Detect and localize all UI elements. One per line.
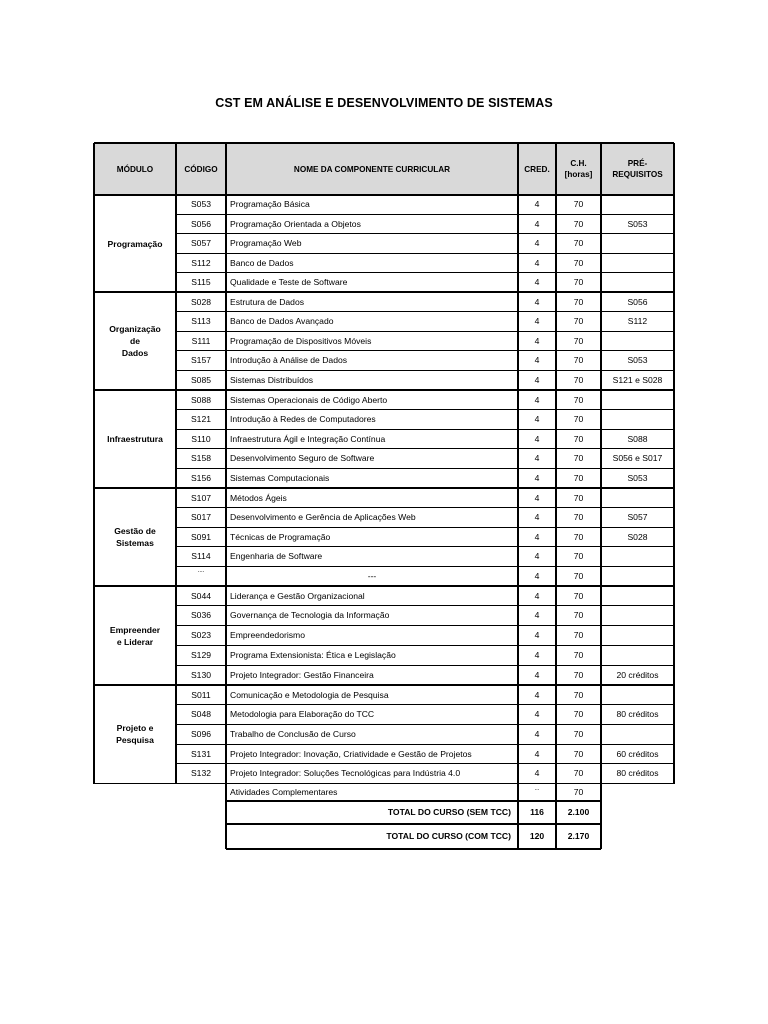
table-rule bbox=[176, 665, 674, 666]
cell-ch: 70 bbox=[573, 531, 584, 542]
cell-codigo: S044 bbox=[190, 590, 212, 601]
table-rule bbox=[175, 143, 177, 784]
cell-codigo: S023 bbox=[190, 630, 212, 641]
cell-codigo: S053 bbox=[190, 199, 212, 210]
table-rule bbox=[94, 783, 674, 785]
table-rule bbox=[176, 507, 674, 508]
cell-ch: 70 bbox=[573, 335, 584, 346]
module-name: Programação bbox=[107, 238, 163, 249]
header-cred: CRED. bbox=[518, 143, 556, 195]
cell-nome: Trabalho de Conclusão de Curso bbox=[230, 728, 356, 739]
cell-nome: Projeto Integrador: Soluções Tecnológicas para Indústria 4.0 bbox=[230, 768, 461, 779]
cell-cred: 4 bbox=[534, 689, 540, 700]
cell-ch: 70 bbox=[573, 748, 584, 759]
cell-nome: Desenvolvimento e Gerência de Aplicações Web bbox=[230, 512, 416, 523]
cell-pre-requisitos: S053 bbox=[627, 355, 648, 366]
cell-codigo: S048 bbox=[190, 709, 212, 720]
table-rule bbox=[176, 214, 674, 215]
cell-cred: 4 bbox=[534, 394, 540, 405]
cell-pre-requisitos bbox=[601, 234, 674, 253]
cell-codigo: S129 bbox=[190, 650, 212, 661]
cell-nome: Programação Básica bbox=[230, 199, 310, 210]
cell-nome: Sistemas Computacionais bbox=[230, 472, 330, 483]
cell-codigo: S057 bbox=[190, 238, 212, 249]
cell-pre-requisitos: S121 e S028 bbox=[612, 374, 663, 385]
cell-codigo: S121 bbox=[190, 414, 212, 425]
cell-nome: Técnicas de Programação bbox=[230, 531, 331, 542]
table-rule bbox=[94, 194, 674, 196]
cell-codigo: S113 bbox=[191, 316, 211, 327]
cell-nome: Metodologia para Elaboração do TCC bbox=[230, 709, 375, 720]
cell-nome: Programação Web bbox=[230, 238, 302, 249]
module-name: Empreender e Liderar bbox=[109, 624, 161, 647]
total-label: TOTAL DO CURSO (SEM TCC) bbox=[387, 807, 511, 818]
cell-pre-requisitos bbox=[601, 488, 674, 508]
cell-pre-requisitos: S057 bbox=[627, 512, 648, 523]
cell-codigo: S112 bbox=[191, 257, 211, 268]
cell-codigo: S114 bbox=[191, 551, 211, 562]
cell-codigo: S157 bbox=[190, 355, 212, 366]
table-rule bbox=[176, 253, 674, 254]
cell-pre-requisitos: S053 bbox=[627, 218, 648, 229]
cell-codigo: S036 bbox=[190, 610, 212, 621]
header-codigo: CÓDIGO bbox=[176, 143, 226, 195]
table-rule bbox=[176, 233, 674, 234]
cell-pre-requisitos bbox=[601, 253, 674, 272]
table-rule bbox=[226, 848, 601, 850]
cell-pre-requisitos: 80 créditos bbox=[616, 768, 659, 779]
cell-pre-requisitos bbox=[601, 586, 674, 606]
cell-cred: 4 bbox=[534, 335, 540, 346]
cell-ch: 70 bbox=[573, 728, 584, 739]
cell-nome: Estrutura de Dados bbox=[230, 296, 305, 307]
cell-nome: Qualidade e Teste de Software bbox=[230, 277, 348, 288]
cell-codigo: S156 bbox=[190, 472, 212, 483]
table-rule bbox=[673, 143, 675, 784]
cell-cred: 4 bbox=[534, 610, 540, 621]
cell-pre-requisitos bbox=[601, 273, 674, 292]
table-rule bbox=[94, 585, 674, 587]
cell-nome: Sistemas Distribuídos bbox=[230, 374, 314, 385]
table-rule bbox=[226, 800, 601, 801]
cell-ch: 70 bbox=[573, 492, 584, 503]
cell-ch: 70 bbox=[573, 768, 584, 779]
cell-pre-requisitos bbox=[601, 195, 674, 214]
header-nome: NOME DA COMPONENTE CURRICULAR bbox=[226, 143, 518, 195]
cell-ch: 70 bbox=[573, 414, 584, 425]
table-rule bbox=[176, 409, 674, 410]
cell-nome: Banco de Dados bbox=[230, 257, 294, 268]
cell-nome: Introdução à Análise de Dados bbox=[230, 355, 348, 366]
cell-cred: 4 bbox=[534, 277, 540, 288]
cell-codigo: S107 bbox=[190, 492, 212, 503]
cell-cred: 4 bbox=[534, 355, 540, 366]
cell-ch: 70 bbox=[573, 709, 584, 720]
table-rule bbox=[600, 143, 601, 849]
total-ch: 2.100 bbox=[567, 807, 590, 818]
total-label: TOTAL DO CURSO (COM TCC) bbox=[386, 831, 511, 842]
cell-cred: 4 bbox=[534, 728, 540, 739]
cell-nome: Atividades Complementares bbox=[230, 787, 338, 797]
cell-nome: Métodos Ágeis bbox=[230, 492, 287, 503]
total-cred: 116 bbox=[530, 807, 544, 818]
cell-ch: 70 bbox=[573, 453, 584, 464]
table-rule bbox=[555, 143, 556, 849]
cell-ch: 70 bbox=[573, 512, 584, 523]
cell-cred: 4 bbox=[534, 374, 540, 385]
page-title: CST EM ANÁLISE E DESENVOLVIMENTO DE SISTEMAS bbox=[215, 96, 553, 110]
cell-nome: Projeto Integrador: Inovação, Criatividade e Gestão de Projetos bbox=[230, 748, 472, 759]
cell-pre-requisitos: S056 e S017 bbox=[612, 453, 663, 464]
cell-pre-requisitos bbox=[601, 331, 674, 351]
table-rule bbox=[176, 429, 674, 430]
cell-cred: 4 bbox=[534, 590, 540, 601]
cell-ch: 70 bbox=[573, 590, 584, 601]
total-cred: 120 bbox=[529, 831, 545, 842]
table-rule bbox=[176, 724, 674, 725]
cell-cred: 4 bbox=[534, 630, 540, 641]
cell-codigo: S091 bbox=[190, 531, 212, 542]
cell-ch: 70 bbox=[573, 316, 584, 327]
table-rule bbox=[176, 527, 674, 528]
cell-cred: 4 bbox=[534, 570, 540, 581]
cell-pre-requisitos bbox=[601, 606, 674, 626]
table-rule bbox=[176, 645, 674, 646]
table-rule bbox=[94, 389, 674, 391]
table-rule bbox=[176, 605, 674, 606]
table-rule bbox=[176, 370, 674, 371]
cell-nome: Programação de Dispositivos Móveis bbox=[230, 335, 372, 346]
table-rule bbox=[176, 272, 674, 273]
cell-cred: 4 bbox=[534, 453, 540, 464]
cell-pre-requisitos: 60 créditos bbox=[616, 748, 659, 759]
cell-cred: 4 bbox=[534, 551, 540, 562]
cell-ch: 70 bbox=[573, 199, 584, 210]
cell-cred: 4 bbox=[534, 472, 540, 483]
cell-ch: 70 bbox=[573, 472, 584, 483]
cell-ch: 70 bbox=[573, 630, 584, 641]
cell-ch: 70 bbox=[573, 238, 584, 249]
cell-nome: Projeto Integrador: Gestão Financeira bbox=[230, 669, 374, 680]
cell-pre-requisitos: S088 bbox=[627, 433, 648, 444]
header-pre-requisitos: PRÉ- REQUISITOS bbox=[601, 143, 674, 195]
cell-codigo: S130 bbox=[190, 669, 212, 680]
cell-pre-requisitos: S028 bbox=[627, 531, 648, 542]
cell-cred: 4 bbox=[534, 748, 540, 759]
cell-ch: 70 bbox=[573, 374, 584, 385]
cell-pre-requisitos: S053 bbox=[627, 472, 648, 483]
cell-ch: 70 bbox=[573, 257, 584, 268]
cell-cred: 4 bbox=[534, 218, 540, 229]
cell-cred: 4 bbox=[534, 669, 540, 680]
cell-ch: 70 bbox=[573, 650, 584, 661]
table-rule bbox=[176, 763, 674, 764]
cell-codigo: S115 bbox=[191, 277, 211, 288]
cell-nome: Empreendedorismo bbox=[230, 630, 305, 641]
cell-cred: 4 bbox=[534, 316, 540, 327]
header-modulo: MÓDULO bbox=[94, 143, 176, 195]
cell-cred: 4 bbox=[534, 531, 540, 542]
cell-pre-requisitos bbox=[601, 547, 674, 567]
table-rule bbox=[94, 684, 674, 686]
table-rule bbox=[226, 823, 601, 824]
header-ch: C.H. [horas] bbox=[556, 143, 601, 195]
cell-cred: 4 bbox=[534, 296, 540, 307]
table-rule bbox=[176, 448, 674, 449]
cell-pre-requisitos: 20 créditos bbox=[616, 669, 659, 680]
cell-ch: 70 bbox=[573, 551, 584, 562]
cell-cred: 4 bbox=[534, 414, 540, 425]
cell-ch: 70 bbox=[573, 570, 584, 581]
cell-nome: Comunicação e Metodologia de Pesquisa bbox=[230, 689, 389, 700]
table-rule bbox=[176, 546, 674, 547]
cell-nome: Introdução à Redes de Computadores bbox=[230, 414, 376, 425]
cell-codigo: S017 bbox=[190, 512, 212, 523]
module-name: Gestão de Sistemas bbox=[114, 526, 156, 548]
cell-cred: 4 bbox=[534, 433, 540, 444]
table-rule bbox=[176, 744, 674, 745]
table-rule bbox=[176, 331, 674, 332]
table-rule bbox=[176, 566, 674, 567]
total-ch: 2.170 bbox=[567, 831, 590, 842]
cell-nome: --- bbox=[367, 570, 377, 581]
table-rule bbox=[93, 143, 95, 784]
table-rule bbox=[225, 143, 226, 849]
cell-codigo: S088 bbox=[190, 394, 212, 405]
cell-pre-requisitos bbox=[601, 390, 674, 410]
cell-ch: 70 bbox=[573, 610, 584, 621]
cell-nome: Infraestrutura Ágil e Integração Contínua bbox=[230, 433, 386, 444]
table-rule bbox=[94, 142, 674, 144]
cell-codigo: .... bbox=[197, 568, 205, 575]
cell-codigo: S056 bbox=[190, 218, 212, 229]
cell-codigo: S096 bbox=[190, 728, 212, 739]
cell-ch: 70 bbox=[573, 394, 584, 405]
cell-codigo: S131 bbox=[190, 748, 212, 759]
cell-cred: 4 bbox=[534, 257, 540, 268]
cell-pre-requisitos: S112 bbox=[627, 316, 648, 327]
cell-cred: 4 bbox=[534, 768, 540, 779]
cell-nome: Desenvolvimento Seguro de Software bbox=[230, 453, 375, 464]
module-name: Projeto e Pesquisa bbox=[116, 723, 154, 746]
cell-codigo: S011 bbox=[191, 689, 211, 700]
cell-pre-requisitos: 80 créditos bbox=[616, 709, 659, 720]
cell-pre-requisitos: S056 bbox=[627, 296, 648, 307]
cell-codigo: S111 bbox=[191, 335, 211, 346]
cell-nome: Sistemas Operacionais de Código Aberto bbox=[230, 394, 388, 405]
cell-nome: Programa Extensionista: Ética e Legislação bbox=[230, 650, 396, 661]
cell-ch: 70 bbox=[573, 277, 584, 288]
cell-codigo: S085 bbox=[190, 374, 212, 385]
cell-nome: Engenharia de Software bbox=[230, 551, 323, 562]
table-rule bbox=[176, 704, 674, 705]
cell-nome: Liderança e Gestão Organizacional bbox=[230, 590, 365, 601]
table-rule bbox=[94, 291, 674, 293]
cell-nome: Governança de Tecnologia da Informação bbox=[230, 610, 390, 621]
cell-pre-requisitos bbox=[601, 566, 674, 586]
cell-cred: 4 bbox=[534, 650, 540, 661]
cell-nome: Programação Orientada a Objetos bbox=[230, 218, 361, 229]
module-name: Organização de Dados bbox=[109, 324, 161, 358]
table-rule bbox=[94, 487, 674, 489]
cell-ch: 70 bbox=[573, 669, 584, 680]
cell-pre-requisitos bbox=[601, 724, 674, 744]
cell-codigo: S158 bbox=[190, 453, 212, 464]
cell-cred: 4 bbox=[534, 238, 540, 249]
module-name: Infraestrutura bbox=[107, 434, 163, 444]
cell-codigo: S110 bbox=[191, 433, 211, 444]
cell-cred: 4 bbox=[534, 492, 540, 503]
table-rule bbox=[517, 143, 518, 849]
cell-cred: 4 bbox=[534, 709, 540, 720]
cell-pre-requisitos bbox=[601, 645, 674, 665]
cell-ch: 70 bbox=[573, 433, 584, 444]
table-rule bbox=[176, 625, 674, 626]
cell-nome: Banco de Dados Avançado bbox=[230, 316, 334, 327]
cell-codigo: S132 bbox=[190, 768, 212, 779]
cell-cred: 4 bbox=[534, 199, 540, 210]
cell-ch: 70 bbox=[573, 355, 584, 366]
cell-pre-requisitos bbox=[601, 410, 674, 430]
cell-cred: 4 bbox=[534, 512, 540, 523]
table-rule bbox=[176, 311, 674, 312]
cell-pre-requisitos bbox=[601, 685, 674, 705]
cell-ch: 70 bbox=[573, 787, 584, 797]
cell-ch: 70 bbox=[573, 296, 584, 307]
cell-pre-requisitos bbox=[601, 626, 674, 646]
cell-ch: 70 bbox=[573, 689, 584, 700]
table-rule bbox=[176, 350, 674, 351]
table-rule bbox=[176, 468, 674, 469]
cell-ch: 70 bbox=[573, 218, 584, 229]
cell-codigo: S028 bbox=[190, 296, 212, 307]
cell-cred: ... bbox=[534, 785, 540, 792]
